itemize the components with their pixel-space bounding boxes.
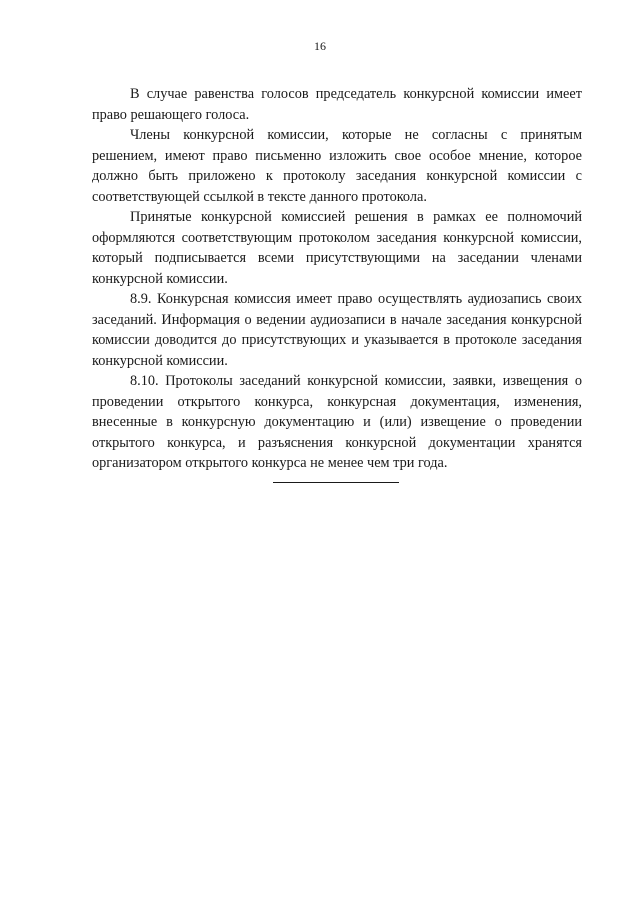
- document-body: [92, 84, 582, 474]
- paragraph-clause-8-9: 8.9. Конкурсная комиссия имеет право осуществлять аудиозапись своих заседаний. Информация о ведении аудиозаписи в начале заседания конкурсной комиссии доводится до присутствующих и указывается в протоколе заседания конкурсной комиссии.: [92, 291, 582, 369]
- page-number: 16: [314, 39, 326, 53]
- paragraph-dissenting-opinion: Члены конкурсной комиссии, которые не согласны с принятым решением, имеют право письменно изложить свое особое мнение, которое должно быть приложено к протоколу заседания конкурсной комиссии с соответствующей ссылкой в тексте данного протокола.: [92, 127, 582, 205]
- paragraph-decisions-protocol: Принятые конкурсной комиссией решения в рамках ее полномочий оформляются соответствующим протоколом заседания конкурсной комиссии, который подписывается всеми присутствующими на заседании членами конкурсной комиссии.: [92, 209, 582, 287]
- end-of-text-rule: [273, 482, 399, 483]
- paragraph-clause-8-10: 8.10. Протоколы заседаний конкурсной комиссии, заявки, извещения о проведении открытого конкурса, конкурсная документация, изменения, внесенные в конкурсную документацию и (или) извещение о проведении открытого конкурса, и разъяснения конкурсной документации хранятся организатором открытого конкурса не менее чем три года.: [92, 373, 582, 471]
- paragraph-tie-vote: В случае равенства голосов председатель конкурсной комиссии имеет право решающего голоса.: [92, 86, 582, 123]
